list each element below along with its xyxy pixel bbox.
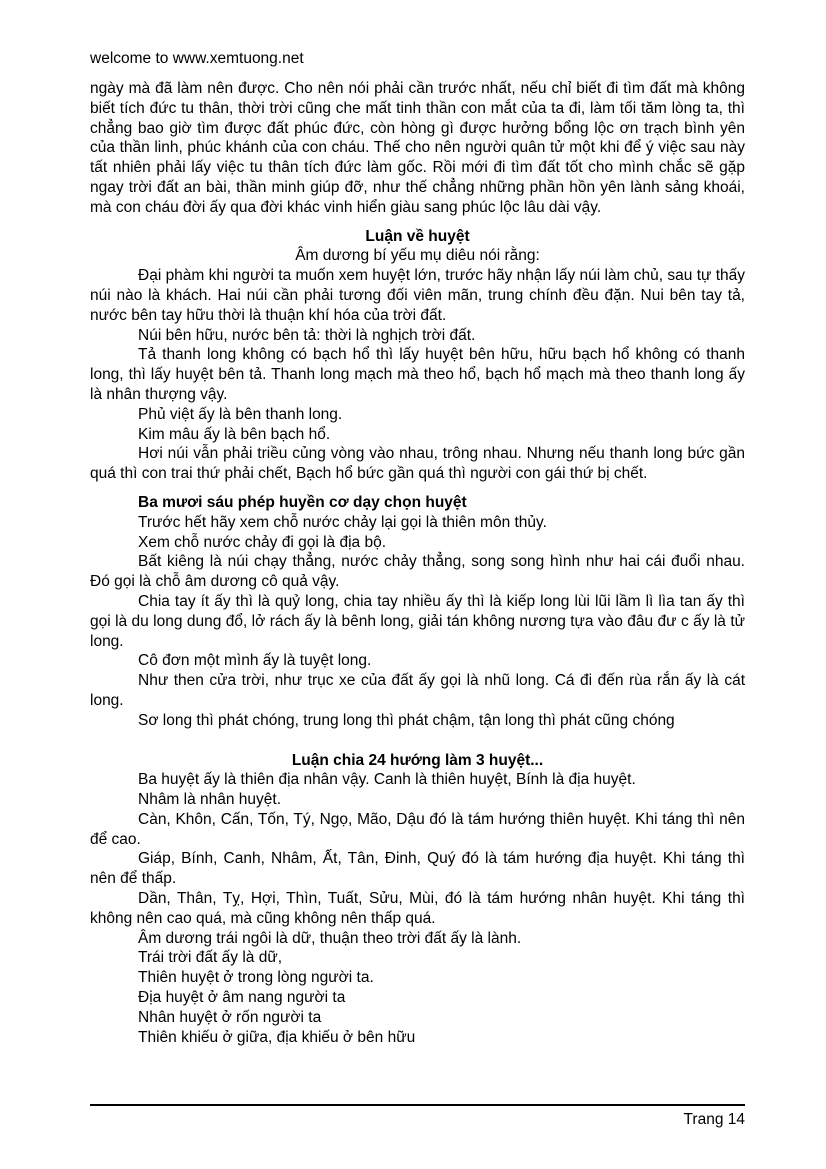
header-site-note: welcome to www.xemtuong.net — [90, 50, 304, 67]
paragraph: Xem chỗ nước chảy đi gọi là địa bộ. — [138, 533, 387, 551]
paragraph: Cô đơn một mình ấy là tuyệt long. — [138, 652, 372, 670]
paragraph: Hơi núi vẫn phải triều củng vòng vào nhau, trông nhau. Nhưng nếu thanh long bức gần quá thì con trai thứ phải chết, Bạch hổ bức gần quá thì người con gái thứ bị chết. — [90, 445, 745, 483]
paragraph: ngày mà đã làm nên được. Cho nên nói phải cần trước nhất, nếu chỉ biết đi tìm đất mà không biết tích đức tu thân, thời trời cũng che mất tinh thần con mắt của ta đi, làm tối tăm lòng ta, thì chẳng bao giờ tìm được đất phúc đức, còn hòng gì được hưởng bổng lộc ơn trạch bình yên của thần linh, phúc khánh của con cháu. Thế cho nên người quân tử một khi để ý việc sau này tất nhiên phải lấy việc tu thân tích đức làm gốc. Rồi mới đi tìm đất tốt cho mình chắc sẽ gặp ngay trời đất an bài, thần minh giúp đỡ, như thế chẳng những phần hồn yên lành sảng khoái, mà con cháu đời ấy qua đời khác vinh hiển giàu sang phúc lộc lâu dài vậy. — [90, 80, 745, 216]
paragraph: Núi bên hữu, nước bên tả: thời là nghịch trời đất. — [138, 326, 476, 344]
paragraph: Bất kiêng là núi chạy thẳng, nước chảy thẳng, song song hình như hai cái đuổi nhau. Đó gọi là chỗ âm dương cô quả vậy. — [90, 553, 745, 591]
paragraph: Âm dương trái ngôi là dữ, thuận theo trời đất ấy là lành. — [138, 929, 522, 947]
paragraph: Phủ việt ấy là bên thanh long. — [138, 405, 343, 423]
section-heading: Ba mươi sáu phép huyền cơ dạy chọn huyệt — [138, 493, 467, 511]
paragraph: Âm dương bí yếu mụ diêu nói rằng: — [295, 247, 540, 265]
paragraph: Đại phàm khi người ta muốn xem huyệt lớn, trước hãy nhận lấy núi làm chủ, sau tự thấy núi nào là khách. Hai núi cần phải tương đối viên mãn, trung chính đều đặn. Nui bên tay tả, nước bên tay hữu thời là thuận khí hóa của trời đất. — [90, 267, 745, 324]
paragraph: Thiên huyệt ở trong lòng người ta. — [138, 969, 374, 987]
paragraph: Nhân huyệt ở rốn người ta — [138, 1008, 322, 1026]
paragraph: Trái trời đất ấy là dữ, — [138, 949, 283, 967]
paragraph: Địa huyệt ở âm nang người ta — [138, 989, 346, 1007]
paragraph: Trước hết hãy xem chỗ nước chảy lại gọi là thiên môn thủy. — [138, 513, 547, 531]
paragraph: Kim mâu ấy là bên bạch hổ. — [138, 425, 331, 443]
paragraph: Sơ long thì phát chóng, trung long thì phát chậm, tận long thì phát cũng chóng — [138, 711, 675, 729]
paragraph: Dần, Thân, Tỵ, Hợi, Thìn, Tuất, Sửu, Mùi, đó là tám hướng nhân huyệt. Khi táng thì không nên cao quá, mà cũng không nên thấp quá. — [90, 890, 745, 927]
paragraph: Tả thanh long không có bạch hổ thì lấy huyệt bên hữu, hữu bạch hổ không có thanh long, thì lấy huyệt bên tả. Thanh long mạch mà theo hổ, bạch hổ mạch mà theo thanh long ấy là nhân thượng vậy. — [90, 346, 745, 403]
paragraph: Giáp, Bính, Canh, Nhâm, Ất, Tân, Đinh, Quý đó là tám hướng địa huyệt. Khi táng thì nên để thấp. — [90, 850, 745, 888]
paragraph: Ba huyệt ấy là thiên địa nhân vậy. Canh là thiên huyệt, Bính là địa huyệt. — [138, 771, 636, 789]
paragraph: Như then cửa trời, như trục xe của đất ấy gọi là nhũ long. Cá đi đến rùa rắn ấy là cát long. — [90, 672, 745, 709]
paragraph: Chia tay ít ấy thì là quỷ long, chia tay nhiều ấy thì là kiếp long lùi lũi lầm lì lìa tan ấy thì gọi là du long dung đổ, lở rách ấy là bênh long, giải tán không nương tựa vào đâu đư c ấy là tử long. — [90, 592, 745, 650]
paragraph: Nhâm là nhân huyệt. — [138, 791, 282, 809]
footer-divider — [90, 1104, 745, 1106]
section-heading: Luận về huyệt — [365, 227, 470, 245]
paragraph: Càn, Khôn, Cấn, Tốn, Tý, Ngọ, Mão, Dậu đó là tám hướng thiên huyệt. Khi táng thì nên để cao. — [90, 810, 745, 848]
paragraph: Thiên khiếu ở giữa, địa khiếu ở bên hữu — [138, 1028, 416, 1046]
document-body — [90, 79, 745, 1047]
page-number: Trang 14 — [683, 1111, 745, 1128]
section-heading: Luận chia 24 hướng làm 3 huyệt... — [291, 751, 544, 769]
